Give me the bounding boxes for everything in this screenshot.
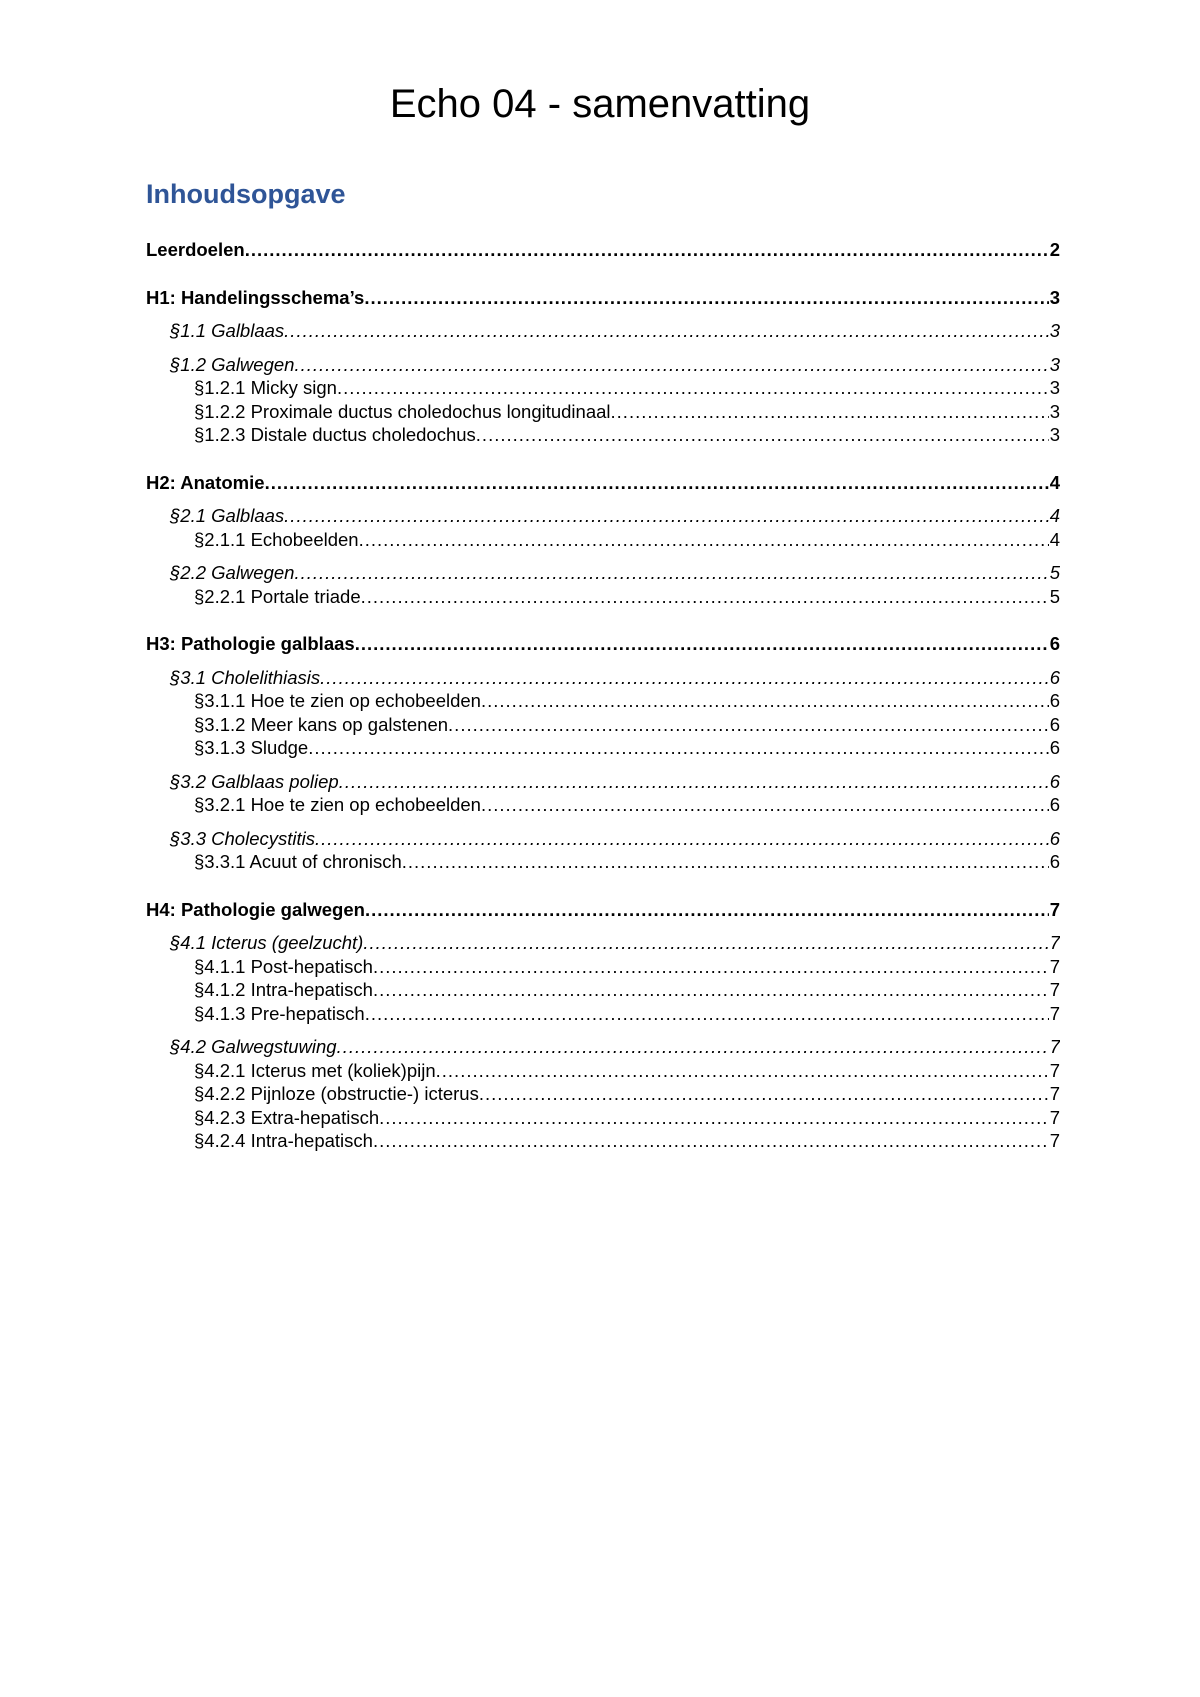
toc-entry-label: H2: Anatomie	[146, 471, 265, 493]
toc-entry-label: §1.2.2 Proximale ductus choledochus longitudinaal	[194, 400, 611, 422]
toc-entry-page-number: 7	[1049, 1036, 1060, 1057]
toc-dot-leader	[373, 1129, 1049, 1153]
toc-dot-leader	[373, 955, 1049, 979]
toc-entry-label: H3: Pathologie galblaas	[146, 633, 355, 654]
toc-dot-leader	[339, 770, 1049, 794]
toc-entry-page-number: 7	[1049, 1002, 1060, 1024]
toc-entry-label: §2.1.1 Echobeelden	[194, 528, 359, 550]
toc-dot-leader	[284, 319, 1049, 343]
toc-entry-page-number: 7	[1049, 1106, 1060, 1128]
toc-dot-leader	[361, 585, 1049, 609]
toc-entry-label: §4.2.3 Extra-hepatisch	[194, 1106, 380, 1128]
toc-entry-label: §3.1.1 Hoe te zien op echobeelden	[194, 690, 481, 711]
toc-entry-page-number: 7	[1049, 979, 1060, 1000]
toc-entry[interactable]	[146, 931, 1060, 955]
toc-entry-page-number: 3	[1049, 320, 1060, 341]
toc-entry[interactable]	[146, 1129, 1060, 1153]
toc-entry-page-number: 2	[1049, 239, 1060, 260]
toc-dot-leader	[337, 1035, 1049, 1059]
toc-entry-label: §1.2.1 Micky sign	[194, 377, 337, 398]
toc-entry-page-number: 6	[1049, 737, 1060, 758]
table-of-contents	[146, 238, 1060, 1153]
toc-entry-page-number: 6	[1049, 666, 1060, 688]
toc-entry-label: §4.1.1 Post-hepatisch	[194, 955, 373, 977]
toc-dot-leader	[294, 353, 1048, 377]
toc-entry[interactable]	[146, 666, 1060, 690]
toc-entry[interactable]	[146, 561, 1060, 585]
toc-entry-label: §2.1 Galblaas	[170, 505, 285, 526]
toc-entry-label: §4.2.1 Icterus met (koliek)pijn	[194, 1059, 436, 1081]
toc-entry[interactable]	[146, 827, 1060, 851]
toc-dot-leader	[320, 666, 1049, 690]
toc-dot-leader	[359, 528, 1049, 552]
toc-entry-label: §3.1.2 Meer kans op galstenen	[194, 713, 449, 735]
toc-entry-label: §2.2 Galwegen	[170, 562, 295, 583]
toc-entry-page-number: 6	[1049, 633, 1060, 654]
toc-entry-label: Leerdoelen	[146, 239, 245, 260]
toc-dot-leader	[611, 400, 1049, 424]
toc-entry-page-number: 3	[1049, 424, 1060, 445]
toc-entry-label: H4: Pathologie galwegen	[146, 898, 365, 920]
toc-entry-page-number: 3	[1049, 377, 1060, 398]
toc-dot-leader	[308, 736, 1049, 760]
toc-entry[interactable]	[146, 528, 1060, 552]
toc-entry[interactable]	[146, 632, 1060, 656]
toc-entry-label: §4.2.4 Intra-hepatisch	[194, 1130, 373, 1151]
toc-dot-leader	[337, 376, 1049, 400]
toc-entry-page-number: 6	[1049, 794, 1060, 815]
toc-entry[interactable]	[146, 1059, 1060, 1083]
toc-dot-leader	[364, 286, 1048, 310]
toc-dot-leader	[448, 713, 1049, 737]
toc-entry-label: §3.2.1 Hoe te zien op echobeelden	[194, 794, 481, 815]
toc-entry[interactable]	[146, 585, 1060, 609]
toc-entry-page-number: 6	[1049, 851, 1060, 872]
toc-entry-label: §3.1.3 Sludge	[194, 737, 309, 758]
document-title: Echo 04 - samenvatting	[389, 82, 811, 126]
toc-entry-page-number: 7	[1049, 1059, 1060, 1081]
toc-dot-leader	[294, 561, 1048, 585]
toc-entry[interactable]	[146, 793, 1060, 817]
toc-entry[interactable]	[146, 319, 1060, 343]
toc-dot-leader	[373, 978, 1049, 1002]
toc-entry-page-number: 3	[1049, 400, 1060, 422]
toc-entry[interactable]	[146, 898, 1060, 922]
toc-dot-leader	[479, 1082, 1049, 1106]
toc-entry-page-number: 7	[1049, 1130, 1060, 1151]
toc-entry[interactable]	[146, 770, 1060, 794]
toc-heading: Inhoudsopgave	[146, 179, 346, 209]
toc-entry-page-number: 3	[1049, 353, 1060, 375]
toc-entry[interactable]	[146, 955, 1060, 979]
toc-entry-page-number: 7	[1049, 898, 1060, 920]
toc-dot-leader	[365, 1002, 1049, 1026]
toc-dot-leader	[265, 471, 1049, 495]
toc-entry[interactable]	[146, 238, 1060, 262]
toc-dot-leader	[363, 931, 1048, 955]
toc-entry[interactable]	[146, 471, 1060, 495]
toc-dot-leader	[284, 504, 1049, 528]
toc-dot-leader	[481, 689, 1049, 713]
toc-entry[interactable]	[146, 423, 1060, 447]
toc-entry[interactable]	[146, 286, 1060, 310]
toc-entry-page-number: 6	[1049, 770, 1060, 792]
toc-entry-label: §3.2 Galblaas poliep	[170, 770, 339, 792]
toc-entry-page-number: 3	[1049, 286, 1060, 308]
toc-entry-label: §4.2 Galwegstuwing	[170, 1036, 337, 1057]
toc-entry[interactable]	[146, 1035, 1060, 1059]
toc-entry[interactable]	[146, 713, 1060, 737]
toc-entry-page-number: 5	[1049, 585, 1060, 607]
toc-entry-label: §4.1 Icterus (geelzucht)	[170, 932, 364, 953]
toc-entry[interactable]	[146, 689, 1060, 713]
toc-entry-page-number: 6	[1049, 713, 1060, 735]
toc-entry-label: §2.2.1 Portale triade	[194, 585, 361, 607]
toc-entry[interactable]	[146, 504, 1060, 528]
toc-entry-page-number: 4	[1049, 505, 1060, 526]
toc-entry[interactable]	[146, 353, 1060, 377]
toc-entry[interactable]	[146, 400, 1060, 424]
toc-dot-leader	[365, 898, 1049, 922]
toc-entry-page-number: 7	[1049, 932, 1060, 953]
toc-entry-page-number: 6	[1049, 690, 1060, 711]
toc-entry[interactable]	[146, 1002, 1060, 1026]
toc-entry[interactable]	[146, 978, 1060, 1002]
toc-entry-page-number: 7	[1049, 1083, 1060, 1104]
toc-dot-leader	[379, 1106, 1049, 1130]
toc-dot-leader	[476, 423, 1049, 447]
toc-entry[interactable]	[146, 736, 1060, 760]
toc-dot-leader	[355, 632, 1049, 656]
toc-entry[interactable]	[146, 1106, 1060, 1130]
toc-entry-label: §4.1.3 Pre-hepatisch	[194, 1002, 365, 1024]
toc-entry-label: §3.3 Cholecystitis	[170, 827, 315, 849]
toc-entry-label: §1.2 Galwegen	[170, 353, 295, 375]
toc-entry-page-number: 6	[1049, 827, 1060, 849]
toc-dot-leader	[402, 850, 1049, 874]
toc-entry-label: §4.1.2 Intra-hepatisch	[194, 979, 373, 1000]
toc-entry-page-number: 5	[1049, 562, 1060, 583]
toc-dot-leader	[245, 238, 1049, 262]
toc-dot-leader	[315, 827, 1049, 851]
toc-entry[interactable]	[146, 1082, 1060, 1106]
toc-entry-page-number: 4	[1049, 471, 1060, 493]
toc-entry-page-number: 4	[1049, 528, 1060, 550]
toc-entry-page-number: 7	[1049, 955, 1060, 977]
toc-entry-label: §3.3.1 Acuut of chronisch	[194, 851, 402, 872]
toc-entry[interactable]	[146, 376, 1060, 400]
toc-dot-leader	[436, 1059, 1049, 1083]
toc-entry-label: §4.2.2 Pijnloze (obstructie-) icterus	[194, 1083, 479, 1104]
toc-entry[interactable]	[146, 850, 1060, 874]
toc-entry-label: §1.1 Galblaas	[170, 320, 285, 341]
toc-entry-label: H1: Handelingsschema’s	[146, 286, 365, 308]
toc-entry-label: §1.2.3 Distale ductus choledochus	[194, 424, 476, 445]
toc-entry-label: §3.1 Cholelithiasis	[170, 666, 321, 688]
toc-dot-leader	[481, 793, 1049, 817]
